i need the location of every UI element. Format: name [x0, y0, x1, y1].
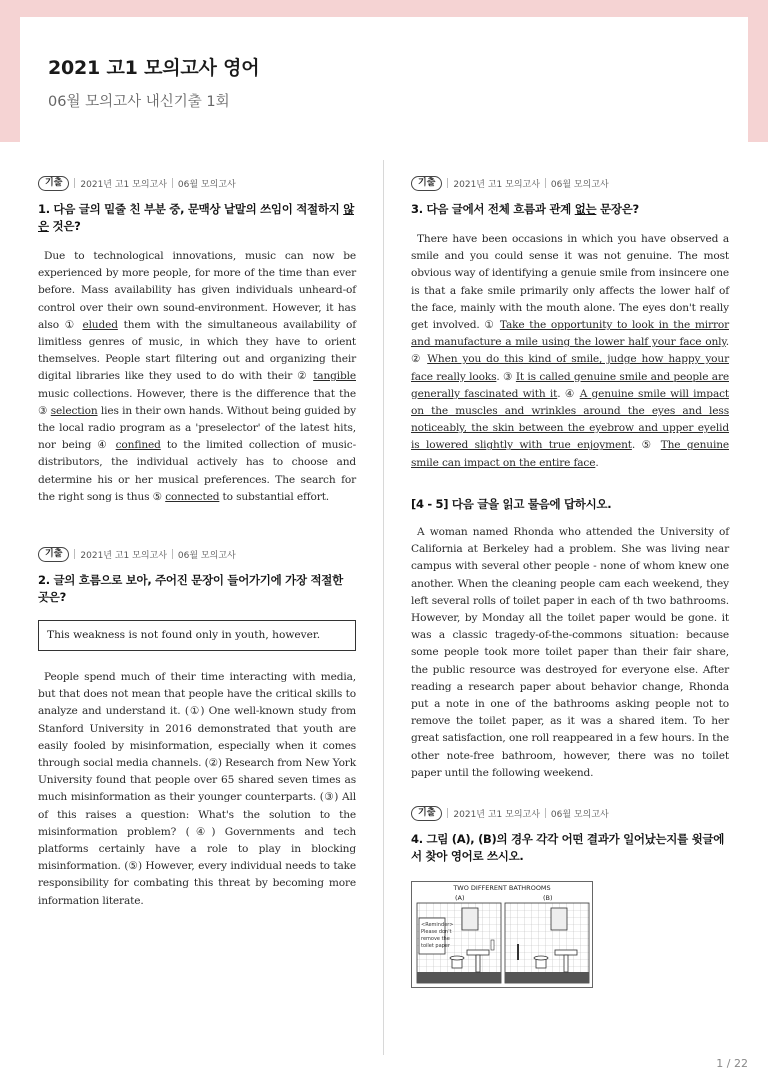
source-year: 2021년 고1 모의고사	[80, 179, 167, 190]
source-tag	[38, 175, 356, 191]
group-heading: [4 - 5] 다음 글을 읽고 물음에 답하시오.	[411, 497, 612, 511]
figure-label-a: (A)	[455, 894, 465, 902]
question-3	[411, 175, 729, 472]
sink-b	[555, 950, 577, 955]
passage: People spend much of their time interacting with media, but that does not mean that people have the critical skills to analyze and understand it. (①) One well-known study from Stanford University in 2016 demonstrated that youth are easily fooled by misinformation, especially when it comes through social media channels. (②) Research from New York University found that people over 65 shared seven times as much misinformation as their younger counterparts. (③) All of this raises a question: What's the solution to the misinformation problem? (④) Governments and tech platforms certainly have a role to play in blocking misinformation. (⑤) However, every individual needs to take responsibility for combating this threat by becoming more information literate.	[38, 671, 356, 907]
source-month: 06월 모의고사	[550, 179, 609, 190]
bathroom-illustration	[412, 882, 594, 989]
passage: A woman named Rhonda who attended the University of California at Berkeley had a problem. She was living near campus with several other people - none of whom knew one another. When the cleaning people cam each weekend, they left several rolls of toilet paper in each of th two bathrooms. However, by Monday all the toilet paper would be gone. it was a classic tragedy-of-the-commons situation: because some people took more toilet paper than their fair share, the public resource was destroyed for everyone else. After reading a research paper about behavior change, Rhonda put a note in one of the bathrooms asking people not to remove the toilet paper, as it was a shared item. To her great satisfaction, one roll reappeared in a few hours. In the other note-free bathroom, however, there was no toilet paper until the following weekend.	[411, 526, 729, 779]
given-sentence-box: This weakness is not found only in youth, however.	[38, 620, 356, 651]
exam-badge: 기출	[411, 806, 442, 821]
exam-badge: 기출	[38, 547, 69, 562]
column-divider	[383, 160, 384, 1055]
page-title: 2021 고1 모의고사 영어	[48, 57, 260, 79]
source-month: 06월 모의고사	[550, 809, 609, 820]
source-month: 06월 모의고사	[177, 550, 236, 561]
mirror-b	[551, 908, 567, 930]
source-year: 2021년 고1 모의고사	[453, 809, 540, 820]
toilet-paper-a	[491, 940, 494, 950]
question-title: 2. 글의 흐름으로 보아, 주어진 문장이 들어가기에 가장 적절한 곳은?	[38, 573, 343, 604]
sink-a	[467, 950, 489, 955]
source-year: 2021년 고1 모의고사	[453, 179, 540, 190]
header-card	[20, 17, 748, 142]
passage: Due to technological innovations, music can now be experienced by more people, for more of the time than ever before. Mass availability has given individuals unheard-of control over their own sound-environment. However, it has also ① eluded them with the simultaneous availability of limitless genres of music, in which they have to orient themselves. People start filtering out and organizing their digital libraries like they used to do with their ② tangible music collections. However, there is the difference that the ③ selection lies in their own hands. Without being guided by the local radio program as a 'preselector' of the latest hits, nor being ④ confined to the limited collection of music-distributors, the individual actively has to choose and determine his or her musical preferences. The search for the right song is thus ⑤ connected to substantial effort.	[38, 250, 357, 503]
figure-label-b: (B)	[543, 894, 553, 902]
exam-badge: 기출	[38, 176, 69, 191]
bathroom-figure	[411, 881, 593, 988]
source-year: 2021년 고1 모의고사	[80, 550, 167, 561]
question-2	[38, 546, 356, 910]
question-title: 1. 다음 글의 밑줄 친 부분 중, 문맥상 낱말의 쓰임이 적절하지 않은 것은?	[38, 202, 354, 233]
exam-badge: 기출	[411, 176, 442, 191]
question-title: 3. 다음 글에서 전체 흐름과 관계 없는 문장은?	[411, 202, 639, 216]
question-title: 4. 그림 (A), (B)의 경우 각각 어떤 결과가 일어났는지를 윗글에서 찾아 영어로 쓰시오.	[411, 832, 725, 863]
shared-passage	[411, 524, 729, 782]
svg-text:<Reminder> Please don': <Reminder> Please don't remove the toilet paper	[421, 922, 454, 949]
page-subtitle: 06월 모의고사 내신기출 1회	[48, 94, 230, 110]
empty-holder-b	[517, 944, 519, 960]
question-1	[38, 175, 356, 506]
page-number: 1 / 22	[716, 1057, 748, 1070]
source-tag	[38, 546, 356, 562]
figure-title: TWO DIFFERENT BATHROOMS	[453, 884, 551, 892]
source-month: 06월 모의고사	[177, 179, 236, 190]
mirror-a	[462, 908, 478, 930]
source-tag	[411, 805, 729, 821]
passage: There have been occasions in which you have observed a smile and you could sense it was not genuine. The most obvious way of identifying a genuie smile from insincere one is that a fake smile primarily only affects the lower half of the face, mainly with the mouth alone. The eyes don't really get involved. ① Take the opportunity to look in the mirror and manufacture a mile using the lower half your face only. ② When you do this kind of smile, judge how happy your face really looks. ③ It is called genuine smile and people are generally fascinated with it. ④ A genuine smile will impact on the muscles and wrinkles around the eyes and less noticeably, the skin between the eyebrow and upper eyelid is lowered slightly with true enjoyment. ⑤ The genuine smile can impact on the entire face.	[411, 233, 730, 469]
question-4	[411, 805, 729, 865]
source-tag	[411, 175, 729, 191]
